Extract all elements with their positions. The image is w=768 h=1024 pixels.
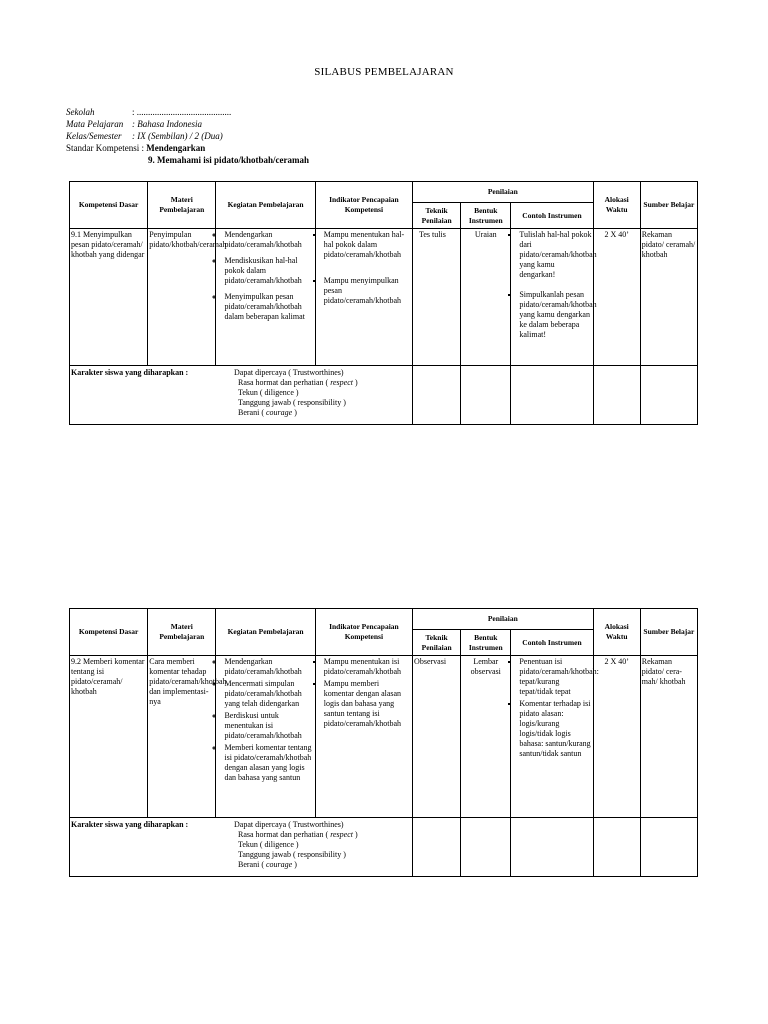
header-penilaian: Penilaian — [413, 609, 594, 630]
empty-cell — [511, 818, 593, 877]
karakter-item: Berani ( courage ) — [238, 860, 297, 869]
header-contoh: Contoh Instrumen — [511, 203, 593, 229]
cell-indikator — [315, 656, 412, 818]
header-teknik: Teknik Penilaian — [413, 203, 461, 229]
karakter-item: Dapat dipercaya ( Trustworthines) — [234, 368, 344, 377]
cell-karakter — [70, 366, 413, 425]
info-standar-kompetensi — [66, 142, 205, 154]
header-sumber: Sumber Belajar — [640, 182, 697, 229]
empty-cell — [640, 818, 697, 877]
cell-contoh — [511, 656, 599, 818]
header-contoh: Contoh Instrumen — [511, 630, 593, 656]
karakter-row — [70, 366, 698, 425]
kelas-value: : IX (Sembilan) / 2 (Dua) — [132, 131, 223, 141]
karakter-item: Tekun ( diligence ) — [238, 388, 299, 397]
header-teknik: Teknik Penilaian — [413, 630, 461, 656]
cell-kd: 9.1 Menyimpulkan pesan pidato/ceramah/ khotbah yang didengar — [70, 229, 148, 366]
header-kompetensi-dasar: Kompetensi Dasar — [70, 609, 148, 656]
karakter-label: Karakter siswa yang diharapkan : — [71, 820, 189, 829]
list-item: ▪ Simpulkanlah pesan pidato/ceramah/khotbah yang kamu dengarkan ke dalam beberapa kalimat! — [519, 290, 591, 340]
syllabus-table-2 — [69, 608, 698, 877]
syllabus-table-1 — [69, 181, 698, 425]
sekolah-value: : .......................................... — [132, 107, 232, 117]
cell-alokasi: 2 X 40’ — [593, 656, 640, 818]
mapel-value: : Bahasa Indonesia — [132, 119, 202, 129]
list-item: ▪ Mampu menyimpulkan pesan pidato/ceramah/khotbah — [324, 276, 411, 306]
sk-value: Mendengarkan — [146, 143, 206, 153]
list-item: ▪ Mampu memberi komentar dengan alasan logis dan bahasa yang santun tentang isi pidato/ceramah/khotbah — [324, 679, 411, 729]
karakter-item: Berani ( courage ) — [238, 408, 297, 417]
header-indikator: Indikator Pencapaian Kompetensi — [315, 609, 412, 656]
header-kegiatan: Kegiatan Pembelajaran — [216, 609, 315, 656]
empty-cell — [413, 818, 461, 877]
cell-bentuk: Uraian — [461, 229, 511, 366]
karakter-label: Karakter siswa yang diharapkan : — [71, 368, 189, 377]
empty-cell — [461, 366, 511, 425]
list-item: ▪ Tulislah hal-hal pokok dari pidato/ceramah/khotbah yang kamu dengarkan! — [519, 230, 591, 280]
kelas-label: Kelas/Semester — [66, 131, 122, 141]
karakter-item: Tanggung jawab ( responsibility ) — [238, 850, 346, 859]
empty-cell — [640, 366, 697, 425]
cell-teknik: Observasi — [413, 656, 461, 818]
table-row — [70, 656, 698, 818]
sekolah-label: Sekolah — [66, 107, 95, 117]
karakter-item: Rasa hormat dan perhatian ( respect ) — [238, 378, 358, 387]
sk-label: Standar Kompetensi : — [66, 143, 144, 153]
list-item: ◦ Mendengarkan pidato/ceramah/khotbah — [224, 230, 313, 250]
empty-cell — [593, 818, 640, 877]
cell-sumber: Rekaman pidato/ cera-mah/ khotbah — [640, 656, 697, 818]
cell-alokasi: 2 X 40’ — [593, 229, 640, 366]
info-sekolah — [66, 106, 232, 118]
karakter-item: Dapat dipercaya ( Trustworthines) — [234, 820, 344, 829]
list-item: ◦ Memberi komentar tentang isi pidato/ceramah/khotbah dengan alasan yang logis dan bahasa yang santun — [224, 743, 313, 783]
cell-karakter — [70, 818, 413, 877]
list-item: ◦ Mendengarkan pidato/ceramah/khotbah — [224, 657, 313, 677]
mapel-label: Mata Pelajaran — [66, 119, 124, 129]
header-bentuk: Bentuk Instrumen — [461, 203, 511, 229]
empty-cell — [593, 366, 640, 425]
info-mapel — [66, 118, 202, 130]
list-item: ◦ Berdiskusi untuk menentukan isi pidato/ceramah/khotbah — [224, 711, 313, 741]
cell-kd: 9.2 Memberi komentar tentang isi pidato/ceramah/ khotbah — [70, 656, 148, 818]
karakter-item: Tanggung jawab ( responsibility ) — [238, 398, 346, 407]
header-penilaian: Penilaian — [413, 182, 594, 203]
karakter-item: Rasa hormat dan perhatian ( respect ) — [238, 830, 358, 839]
header-kegiatan: Kegiatan Pembelajaran — [216, 182, 315, 229]
list-item: ▪ Komentar terhadap isi pidato alasan: logis/kurang logis/tidak logis bahasa: santun/kurang santun/tidak santun — [519, 699, 591, 759]
header-sumber: Sumber Belajar — [640, 609, 697, 656]
list-item: ▪ Mampu menentukan isi pidato/ceramah/khotbah — [324, 657, 411, 677]
list-item: ◦ Menyimpulkan pesan pidato/ceramah/khotbah dalam beberapan kalimat — [224, 292, 313, 322]
list-item: ▪ Mampu menentukan hal-hal pokok dalam pidato/ceramah/khotbah — [324, 230, 411, 260]
cell-kegiatan — [216, 229, 315, 366]
list-item: ◦ Mendiskusikan hal-hal pokok dalam pidato/ceramah/khotbah — [224, 256, 313, 286]
cell-bentuk: Lembar observasi — [461, 656, 511, 818]
header-bentuk: Bentuk Instrumen — [461, 630, 511, 656]
document-title: SILABUS PEMBELAJARAN — [314, 66, 454, 78]
header-indikator: Indikator Pencapaian Kompetensi — [315, 182, 412, 229]
header-materi: Materi Pembelajaran — [148, 182, 216, 229]
cell-teknik: Tes tulis — [413, 229, 461, 366]
karakter-item: Tekun ( diligence ) — [238, 840, 299, 849]
cell-materi: Penyimpulan pidato/khotbah/ceramah — [148, 229, 216, 366]
cell-sumber: Rekaman pidato/ ceramah/ khotbah — [640, 229, 697, 366]
header-kompetensi-dasar: Kompetensi Dasar — [70, 182, 148, 229]
empty-cell — [413, 366, 461, 425]
empty-cell — [461, 818, 511, 877]
list-item: ◦ Mencermati simpulan pidato/ceramah/khotbah yang telah didengarkan — [224, 679, 313, 709]
karakter-row — [70, 818, 698, 877]
list-item: ▪ Penentuan isi pidato/ceramah/khotbah: tepat/kurang tepat/tidak tepat — [519, 657, 591, 697]
cell-indikator — [315, 229, 412, 366]
header-materi: Materi Pembelajaran — [148, 609, 216, 656]
sk-detail: 9. Memahami isi pidato/khotbah/ceramah — [148, 155, 310, 165]
cell-materi: Cara memberi komentar tehadap pidato/ceramah/khotbah dan implementasi-nya — [148, 656, 216, 818]
cell-kegiatan — [216, 656, 315, 818]
table-row — [70, 229, 698, 366]
info-kelas — [66, 130, 223, 142]
cell-contoh — [511, 229, 597, 366]
header-alokasi: Alokasi Waktu — [593, 182, 640, 229]
empty-cell — [511, 366, 593, 425]
header-alokasi: Alokasi Waktu — [593, 609, 640, 656]
